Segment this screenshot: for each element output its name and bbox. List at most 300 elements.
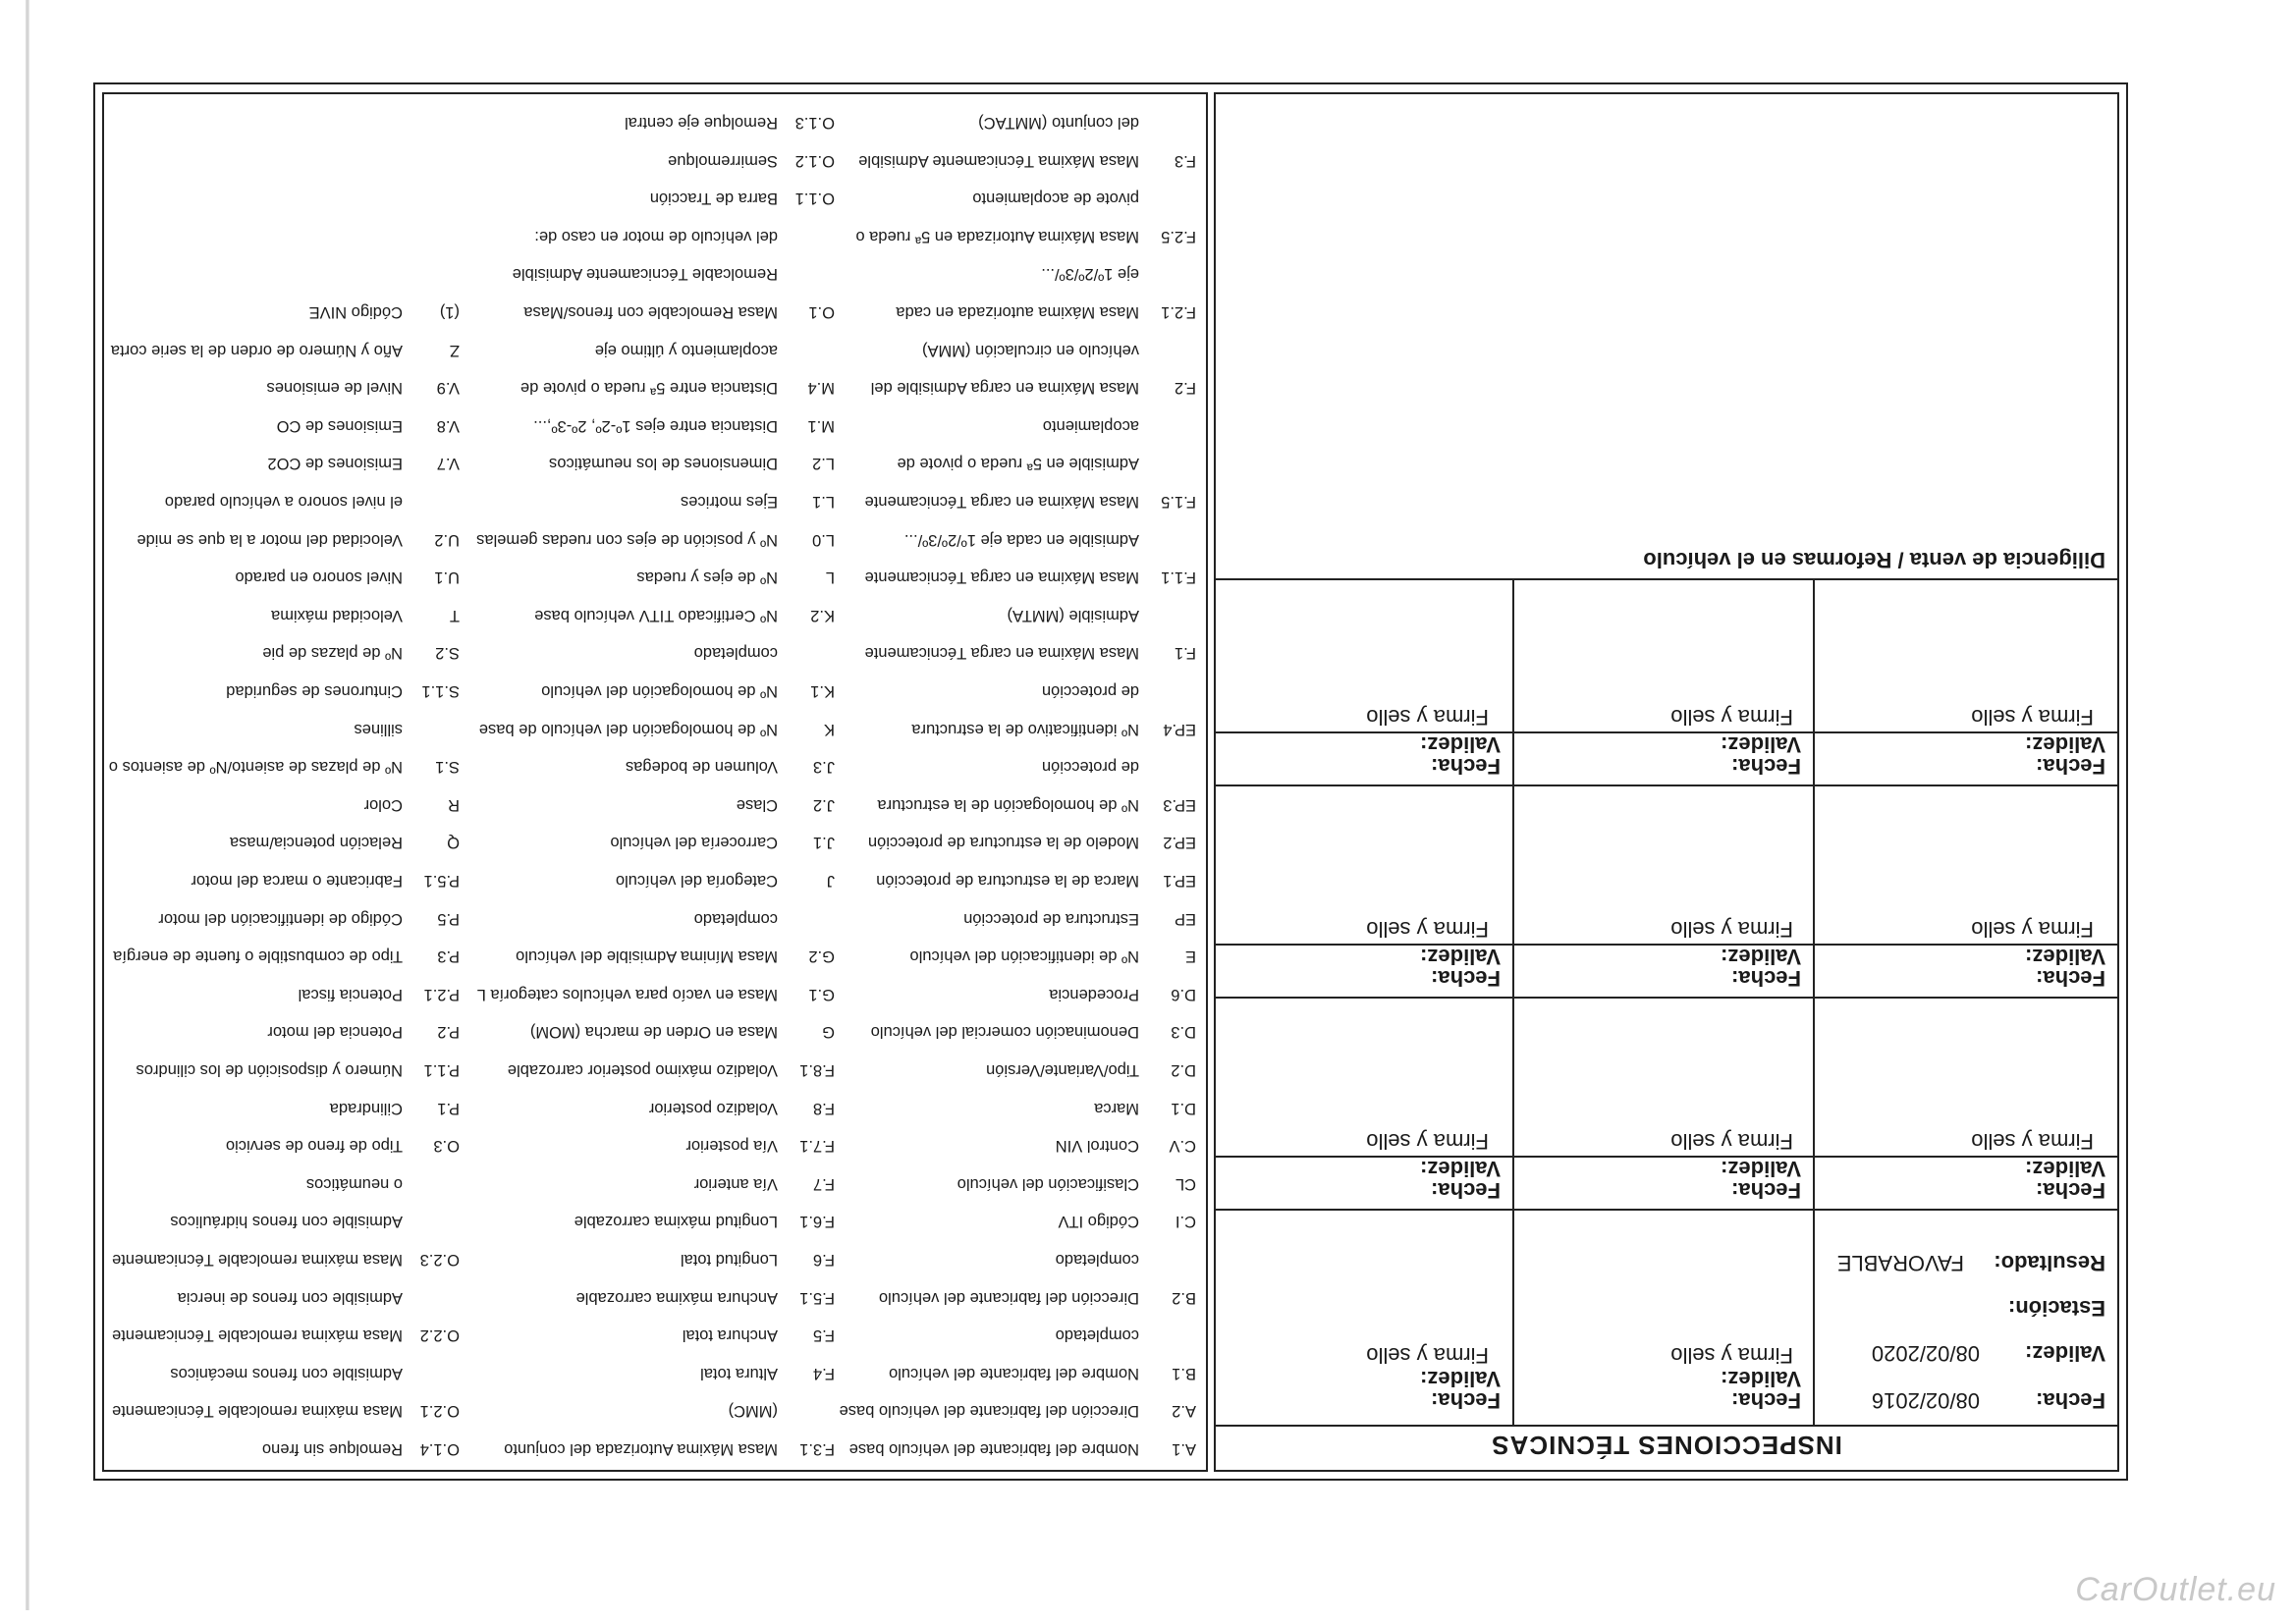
- field-row: [694, 643, 835, 662]
- field-label: Admisible (MMTA): [1007, 606, 1139, 624]
- field-row: [170, 1212, 460, 1230]
- field-label: Nombre del fabricante del vehículo base: [848, 1440, 1139, 1458]
- field-row: [309, 302, 460, 321]
- validez-label: Validez:: [2025, 945, 2105, 969]
- field-code: EP: [1174, 909, 1196, 928]
- firma-sello: Firma y sello: [1971, 1129, 2094, 1154]
- divider: [1216, 1425, 2117, 1427]
- field-code: (1): [439, 303, 460, 321]
- field-row: [111, 341, 460, 359]
- field-code: O.1.1: [794, 189, 835, 208]
- field-row: [595, 341, 835, 359]
- field-label: Velocidad del motor a la que se mide: [137, 530, 403, 549]
- field-row: [986, 1060, 1196, 1079]
- field-row: [1056, 1136, 1196, 1155]
- field-code: O.1.3: [794, 114, 835, 132]
- firma-sello: Firma y sello: [1971, 705, 2094, 730]
- field-row: [963, 909, 1196, 928]
- field-code: K.2: [810, 606, 835, 624]
- validez-label: Validez:: [1420, 945, 1501, 969]
- field-label: Masa Máxima en carga Admisible del: [870, 379, 1139, 398]
- field-code: F.2.5: [1161, 227, 1196, 245]
- field-label: o neumáticos: [305, 1174, 403, 1193]
- validez-value: 08/02/2020: [1871, 1341, 1980, 1366]
- fecha-label: Fecha:: [2036, 754, 2105, 779]
- validez-label: Validez:: [1721, 945, 1801, 969]
- field-row: [668, 151, 835, 170]
- field-label: Tipo/Variante/Versión: [986, 1061, 1139, 1079]
- field-label: Procedencia: [1049, 985, 1139, 1003]
- field-code: L.0: [812, 530, 835, 549]
- inspecciones-panel: [1214, 92, 2119, 1472]
- field-label: Voladizo máximo posterior carrozable: [507, 1061, 778, 1079]
- field-label: Masa Máxima Autorizada en 5ª rueda o: [855, 227, 1139, 245]
- field-row: [911, 720, 1196, 738]
- field-row: [681, 492, 835, 511]
- field-row: [904, 530, 1196, 549]
- field-label: Nº de ejes y ruedas: [636, 568, 778, 587]
- field-row: [113, 947, 460, 965]
- fecha-label: Fecha:: [2036, 1178, 2105, 1203]
- field-label: Longitud total: [680, 1251, 778, 1269]
- field-label: Tipo de combustible o fuente de energía: [113, 947, 403, 966]
- fecha-label: Fecha:: [1731, 1178, 1801, 1203]
- field-label: Potencia fiscal: [298, 985, 403, 1003]
- firma-sello: Firma y sello: [1670, 1129, 1793, 1154]
- field-row: [479, 720, 835, 738]
- field-row: [896, 302, 1196, 321]
- divider: [1216, 784, 2117, 786]
- field-label: Anchura máxima carrozable: [575, 1288, 778, 1307]
- field-row: [972, 189, 1196, 207]
- field-label: acoplamiento: [1042, 416, 1139, 435]
- field-code: F.5.1: [799, 1288, 835, 1307]
- field-code: U.1: [434, 568, 460, 587]
- firma-sello: Firma y sello: [1366, 1343, 1489, 1368]
- field-label: Masa Máxima autorizada en cada: [896, 303, 1139, 321]
- field-row: [871, 378, 1196, 397]
- field-label: Velocidad máxima: [271, 606, 403, 624]
- field-label: Dirección del fabricante del vehículo base: [839, 1402, 1139, 1421]
- field-code: A.2: [1172, 1402, 1196, 1421]
- validez-label: Validez:: [2025, 732, 2105, 757]
- field-label: Dirección del fabricante del vehículo: [878, 1288, 1139, 1307]
- field-row: [533, 416, 835, 435]
- field-code: P.3: [437, 947, 460, 966]
- field-row: [879, 1288, 1196, 1307]
- field-label: Tipo de freno de servicio: [225, 1137, 403, 1156]
- field-row: [625, 113, 835, 132]
- field-label: Código de identificación del motor: [158, 909, 403, 928]
- field-row: [354, 720, 460, 738]
- field-label: Longitud máxima carrozable: [574, 1213, 778, 1231]
- validez-label: Validez:: [1721, 1157, 1801, 1181]
- field-label: Cinturones de seguridad: [226, 682, 403, 700]
- field-row: [534, 606, 835, 624]
- field-code: F.2: [1174, 379, 1196, 398]
- field-row: [685, 1136, 835, 1155]
- field-row: [855, 227, 1196, 245]
- divider: [1512, 580, 1514, 1211]
- field-row: [267, 1022, 460, 1041]
- field-label: Clase: [736, 795, 778, 814]
- field-label: Masa Máxima Técnicamente Admisible: [858, 151, 1139, 170]
- fecha-label: Fecha:: [1731, 754, 1801, 779]
- field-row: [541, 681, 835, 700]
- firma-sello: Firma y sello: [1366, 705, 1489, 730]
- field-row: [267, 454, 460, 472]
- field-code: P.5: [437, 909, 460, 928]
- field-row: [649, 1099, 835, 1117]
- field-code: F.1.5: [1161, 493, 1196, 511]
- field-row: [840, 1401, 1196, 1420]
- field-code: F.6: [812, 1251, 835, 1269]
- validez-label: Validez:: [2025, 1157, 2105, 1181]
- field-code: E: [1184, 947, 1196, 966]
- diligencia-title: Diligencia de venta / Reformas en el vehículo: [1643, 548, 2105, 572]
- field-label: eje 1º/2º/3º/...: [1041, 265, 1139, 284]
- field-code: L: [825, 568, 835, 587]
- field-row: [504, 1439, 835, 1458]
- field-label: Admisible con frenos de inercia: [177, 1288, 403, 1307]
- field-label: Número y disposición de los cilindros: [136, 1061, 403, 1079]
- field-code: O.1: [808, 303, 835, 321]
- divider: [1216, 578, 2117, 580]
- field-label: Marca: [1094, 1099, 1139, 1117]
- field-row: [849, 1439, 1196, 1458]
- field-label: Color: [363, 795, 403, 814]
- field-label: (MMC): [728, 1402, 778, 1421]
- field-code: T: [449, 606, 460, 624]
- field-code: C.V: [1169, 1137, 1196, 1156]
- field-code: EP.2: [1163, 834, 1196, 852]
- field-row: [277, 416, 460, 435]
- field-label: Estructura de protección: [963, 909, 1139, 928]
- field-code: P.1: [437, 1099, 460, 1117]
- field-label: Voladizo posterior: [648, 1099, 778, 1117]
- field-code: G.1: [808, 985, 835, 1003]
- resultado-label: Resultado:: [1994, 1251, 2105, 1275]
- field-label: Código ITV: [1058, 1213, 1139, 1231]
- field-code: G.2: [808, 947, 835, 966]
- field-row: [616, 871, 835, 890]
- field-label: pivote de acoplamiento: [972, 189, 1139, 208]
- field-label: Nº de identificación del vehículo: [909, 947, 1139, 966]
- field-code: F.7: [812, 1174, 835, 1193]
- field-code: K.1: [810, 682, 835, 700]
- field-label: Vía posterior: [685, 1137, 778, 1156]
- field-label: Masa máxima remolcable Técnicamente: [112, 1326, 403, 1345]
- field-label: acoplamiento y último eje: [594, 341, 778, 359]
- field-row: [1042, 757, 1196, 776]
- field-label: Emisiones de CO2: [267, 455, 403, 473]
- field-row: [112, 1401, 460, 1420]
- field-row: [191, 871, 460, 890]
- field-code: F.2.1: [1161, 303, 1196, 321]
- field-row: [271, 606, 460, 624]
- firma-sello: Firma y sello: [1971, 917, 2094, 942]
- field-code: L.1: [812, 493, 835, 511]
- field-row: [1008, 606, 1196, 624]
- field-label: Nº y posición de ejes con ruedas gemelas: [476, 530, 778, 549]
- field-label: Nº de plazas de asiento/Nº de asientos o: [108, 758, 403, 777]
- field-label: Admisible con frenos mecánicos: [170, 1364, 403, 1382]
- field-code: V.9: [436, 379, 460, 398]
- field-label: Masa en Orden de marcha (MOM): [529, 1023, 778, 1042]
- field-row: [530, 1022, 835, 1041]
- field-label: Nº de homologación del vehículo de base: [478, 720, 778, 738]
- firma-sello: Firma y sello: [1366, 1129, 1489, 1154]
- divider: [1216, 997, 2117, 999]
- field-row: [865, 643, 1196, 662]
- field-code: P.1.1: [423, 1061, 460, 1079]
- field-code: F.5: [812, 1326, 835, 1345]
- field-code: D.2: [1171, 1061, 1196, 1079]
- field-code: S.1.1: [421, 682, 460, 700]
- field-row: [1042, 681, 1196, 700]
- field-label: Nº de plazas de pie: [262, 644, 403, 663]
- field-row: [158, 909, 460, 928]
- field-row: [508, 1060, 835, 1079]
- inspecciones-title: INSPECCIONES TÉCNICAS: [1491, 1431, 1842, 1460]
- field-code: EP.3: [1163, 795, 1196, 814]
- field-code: K: [823, 720, 835, 738]
- field-label: Admisible en cada eje 1º/2º/3º/...: [903, 530, 1139, 549]
- field-label: Código NIVE: [308, 303, 403, 321]
- field-label: Cilindrada: [329, 1099, 403, 1117]
- field-label: Nº Certificado TITV vehículo base: [534, 606, 778, 624]
- firma-sello: Firma y sello: [1670, 705, 1793, 730]
- validez-label: Validez:: [1420, 1367, 1501, 1391]
- field-code: F.3.1: [799, 1440, 835, 1458]
- field-row: [650, 189, 835, 207]
- field-row: [476, 530, 835, 549]
- field-row: [729, 1401, 835, 1420]
- field-row: [262, 643, 460, 662]
- field-row: [226, 681, 460, 700]
- field-row: [957, 1174, 1196, 1193]
- fecha-label: Fecha:: [1431, 1178, 1501, 1203]
- field-row: [1094, 1099, 1196, 1117]
- field-row: [306, 1174, 460, 1193]
- field-row: [700, 1364, 835, 1382]
- field-code: EP.1: [1163, 872, 1196, 890]
- field-label: Dimensiones de los neumáticos: [549, 455, 778, 473]
- field-row: [1058, 1212, 1196, 1230]
- field-label: Distancia entre ejes 1º-2º, 2º-3º,...: [533, 416, 778, 435]
- field-code: U.2: [434, 530, 460, 549]
- field-row: [889, 1364, 1196, 1382]
- field-code: F.7.1: [799, 1137, 835, 1156]
- field-row: [330, 1099, 460, 1117]
- field-label: Semirremolque: [668, 151, 778, 170]
- field-code: L.2: [812, 455, 835, 473]
- field-row: [262, 1439, 460, 1458]
- field-label: Masa Remolcable con frenos/Masa: [523, 303, 778, 321]
- firma-sello: Firma y sello: [1366, 917, 1489, 942]
- field-code: S.1: [435, 758, 460, 777]
- field-row: [534, 227, 835, 245]
- field-label: Carrocería del vehículo: [610, 834, 778, 852]
- field-row: [694, 1174, 835, 1193]
- divider: [1216, 944, 2117, 946]
- field-row: [299, 985, 460, 1003]
- field-code: F.4: [812, 1364, 835, 1382]
- fecha-label: Fecha:: [2036, 1388, 2105, 1413]
- field-code: Q: [447, 834, 460, 852]
- field-row: [922, 341, 1196, 359]
- field-label: Anchura total: [682, 1326, 778, 1345]
- field-row: [877, 795, 1196, 814]
- field-label: Masa Máxima en carga Técnicamente: [864, 644, 1139, 663]
- validez-label: Validez:: [1721, 732, 1801, 757]
- field-row: [683, 1325, 835, 1344]
- field-code: B.1: [1172, 1364, 1196, 1382]
- field-label: Nº de homologación del vehículo: [541, 682, 778, 700]
- divider: [1813, 580, 1815, 1211]
- field-label: vehículo en circulación (MMA): [922, 341, 1139, 359]
- field-code: M.4: [807, 379, 835, 398]
- field-code: F.8: [812, 1099, 835, 1117]
- field-label: de protección: [1041, 758, 1139, 777]
- field-row: [898, 454, 1196, 472]
- field-label: completado: [693, 644, 778, 663]
- field-label: completado: [1055, 1326, 1139, 1345]
- field-label: Altura total: [700, 1364, 778, 1382]
- field-row: [1056, 1325, 1196, 1344]
- field-code: EP.4: [1163, 720, 1196, 738]
- field-row: [516, 947, 835, 965]
- field-code: P.5.1: [423, 872, 460, 890]
- field-code: G: [822, 1023, 835, 1042]
- data-fields-panel: [102, 92, 1208, 1472]
- field-code: A.1: [1172, 1440, 1196, 1458]
- field-label: Remolque eje central: [625, 114, 778, 132]
- field-row: [523, 302, 835, 321]
- field-row: [1056, 1250, 1196, 1269]
- field-row: [165, 492, 460, 511]
- field-row: [112, 1250, 460, 1269]
- field-label: Nombre del fabricante del vehículo: [889, 1364, 1139, 1382]
- firma-sello: Firma y sello: [1670, 1343, 1793, 1368]
- field-code: J: [826, 872, 835, 890]
- field-label: Nº identificativo de la estructura: [911, 720, 1139, 738]
- field-label: Marca de la estructura de protección: [876, 872, 1139, 890]
- field-row: [226, 1136, 460, 1155]
- field-code: D.6: [1171, 985, 1196, 1003]
- field-label: completado: [693, 909, 778, 928]
- field-code: V.8: [436, 416, 460, 435]
- field-code: O.1.4: [419, 1440, 460, 1458]
- fecha-label: Fecha:: [1731, 1388, 1801, 1413]
- field-label: Potencia del motor: [267, 1023, 403, 1042]
- field-code: S.2: [435, 644, 460, 663]
- field-row: [865, 492, 1196, 511]
- field-code: D.3: [1171, 1023, 1196, 1042]
- field-label: Masa en vacío para vehículos categoría L: [476, 985, 778, 1003]
- field-code: D.1: [1171, 1099, 1196, 1117]
- field-code: P.2.1: [423, 985, 460, 1003]
- field-row: [737, 795, 835, 814]
- field-row: [1041, 264, 1196, 283]
- field-row: [235, 568, 460, 586]
- field-label: Vía anterior: [693, 1174, 778, 1193]
- fecha-label: Fecha:: [2036, 966, 2105, 991]
- field-label: Relación potencia/masa: [229, 834, 403, 852]
- field-label: Admisible con frenos hidráulicos: [170, 1213, 403, 1231]
- field-row: [858, 151, 1196, 170]
- divider: [1216, 1209, 2117, 1211]
- field-row: [364, 795, 460, 814]
- field-code: CL: [1175, 1174, 1196, 1193]
- field-row: [576, 1288, 835, 1307]
- field-label: Fabricante o marca del motor: [191, 872, 403, 890]
- field-label: Masa Máxima en carga Técnicamente: [864, 568, 1139, 587]
- field-code: R: [448, 795, 460, 814]
- field-row: [868, 833, 1196, 851]
- field-code: J.3: [812, 758, 835, 777]
- fecha-label: Fecha:: [1431, 966, 1501, 991]
- field-label: Distancia entre 5ª rueda o pivote de: [519, 379, 778, 398]
- field-label: Remolcable Técnicamente Admisible: [512, 265, 778, 284]
- field-label: Nº de homologación de la estructura: [877, 795, 1139, 814]
- field-label: del vehículo de motor en caso de:: [534, 227, 778, 245]
- field-row: [230, 833, 460, 851]
- field-label: Remolque sin freno: [261, 1440, 403, 1458]
- field-code: Z: [449, 341, 460, 359]
- field-code: V.7: [436, 455, 460, 473]
- field-label: Ejes motrices: [680, 493, 778, 511]
- field-label: Barra de Tracción: [649, 189, 778, 208]
- field-row: [170, 1364, 460, 1382]
- field-row: [978, 113, 1196, 132]
- validez-label: Validez:: [2025, 1341, 2105, 1366]
- validez-label: Validez:: [1721, 1367, 1801, 1391]
- field-row: [1043, 416, 1196, 435]
- resultado-value: FAVORABLE: [1836, 1251, 1964, 1275]
- field-code: F.8.1: [799, 1061, 835, 1079]
- field-row: [109, 757, 460, 776]
- field-row: [513, 264, 835, 283]
- field-label: Control VIN: [1055, 1137, 1139, 1156]
- firma-sello: Firma y sello: [1670, 917, 1793, 942]
- field-label: Masa Máxima Autorizada del conjunto: [504, 1440, 778, 1458]
- field-label: el nivel sonoro a vehículo parado: [164, 493, 403, 511]
- field-row: [112, 1325, 460, 1344]
- field-row: [636, 568, 835, 586]
- field-code: J.1: [812, 834, 835, 852]
- field-label: de protección: [1041, 682, 1139, 700]
- field-row: [694, 909, 835, 928]
- divider: [1216, 731, 2117, 733]
- fecha-value: 08/02/2016: [1871, 1388, 1980, 1413]
- field-code: M.1: [807, 416, 835, 435]
- validez-label: Validez:: [1420, 1157, 1501, 1181]
- fecha-label: Fecha:: [1731, 966, 1801, 991]
- field-row: [876, 871, 1196, 890]
- field-code: O.3: [433, 1137, 460, 1156]
- field-row: [267, 378, 460, 397]
- field-code: O.2.2: [419, 1326, 460, 1345]
- field-label: Nivel de emisiones: [266, 379, 403, 398]
- field-row: [137, 1060, 460, 1079]
- field-row: [137, 530, 460, 549]
- field-label: Clasificación del vehículo: [957, 1174, 1139, 1193]
- field-code: F.3: [1174, 151, 1196, 170]
- field-label: Nivel sonoro en parado: [235, 568, 403, 587]
- field-label: Denominación comercial del vehículo: [870, 1023, 1139, 1042]
- field-label: del conjunto (MMTAC): [978, 114, 1139, 132]
